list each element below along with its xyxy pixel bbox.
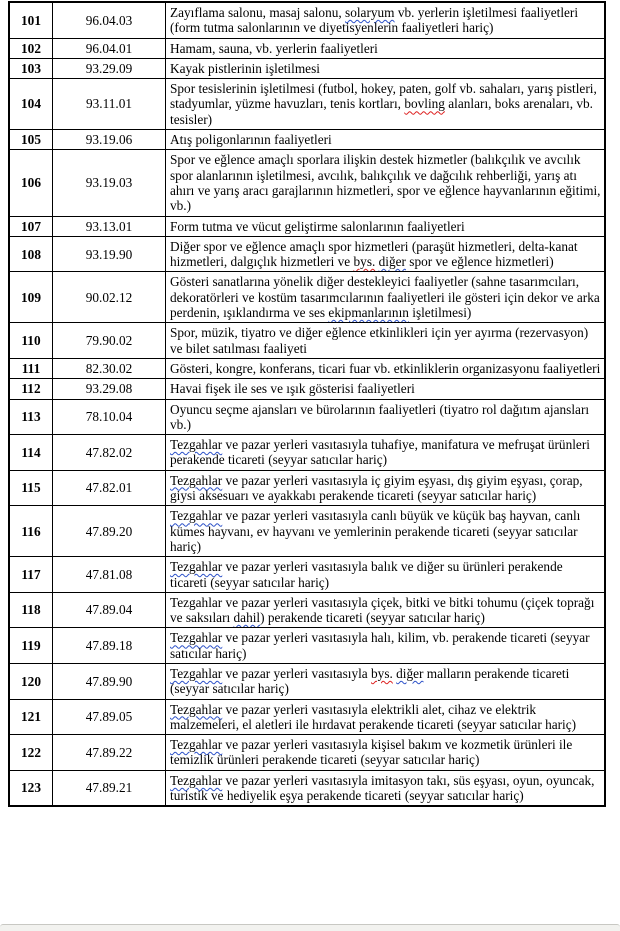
table-row xyxy=(9,150,605,216)
spellcheck-word-red: bys. xyxy=(371,665,393,681)
row-number: 115 xyxy=(9,470,53,506)
spellcheck-word-blue: solaryum xyxy=(345,5,395,20)
row-number: 106 xyxy=(9,150,53,216)
spellcheck-word-red: bys. xyxy=(353,254,376,270)
row-number: 102 xyxy=(9,38,53,58)
activity-description xyxy=(166,735,606,771)
activity-description xyxy=(166,435,606,471)
table-row xyxy=(9,399,605,435)
table-row xyxy=(9,557,605,593)
description-text: ve pazar yerleri vasıtasıyla imitasyon takı, süs eşyası, oyun, oyuncak, turistik ve hediyelik eşya perakende ticareti (seyyar satıcılar hariç) xyxy=(170,772,595,804)
table-row xyxy=(9,735,605,771)
row-number: 113 xyxy=(9,399,53,435)
page-bottom-edge xyxy=(0,924,620,931)
activity-code: 93.19.06 xyxy=(53,130,166,150)
table-row xyxy=(9,236,605,272)
description-text: Spor, müzik, tiyatro ve diğer eğlence etkinlikleri için yer ayırma (rezervasyon) ve bilet satılması faaliyeti xyxy=(170,325,589,356)
description-text: ve pazar yerleri vasıtasıyla kişisel bakım ve kozmetik ürünleri ile temizlik ürünleri perakende ticareti (seyyar satıcılar hariç) xyxy=(170,737,573,768)
activity-code: 93.19.03 xyxy=(53,150,166,216)
activity-description xyxy=(166,399,606,435)
table-row xyxy=(9,2,605,38)
activity-description xyxy=(166,2,606,38)
spellcheck-word-blue: Tezgahlar xyxy=(170,472,223,488)
description-text: malların perakende ticareti (seyyar satıcılar hariç) xyxy=(170,665,570,697)
activity-description xyxy=(166,699,606,735)
row-number: 107 xyxy=(9,216,53,236)
description-text: ) perakende ticareti (seyyar satıcılar hariç) xyxy=(260,610,485,626)
description-text: ve pazar yerleri vasıtasıyla balık ve diğer su ürünleri perakende ticareti (seyyar satıcılar hariç) xyxy=(170,559,563,590)
activity-code: 47.89.21 xyxy=(53,770,166,806)
table-row xyxy=(9,58,605,78)
spellcheck-word-blue: ekipmanlarının xyxy=(328,305,409,321)
table-row xyxy=(9,435,605,471)
activity-description xyxy=(166,272,606,323)
description-text: ve pazar yerleri vasıtasıyla canlı büyük ve küçük baş hayvan, canlı kümes hayvanı, ev hayvanı ve yemlerinin perakende ticareti (seyyar satıcılar hariç) xyxy=(170,508,581,554)
description-text: Tezgahlar ve pazar yerleri vasıtasıyla çiçek, bitki ve bitki tohumu (çiçek toprağı ve saksıları xyxy=(170,594,595,626)
row-number: 117 xyxy=(9,557,53,593)
activity-description xyxy=(166,592,606,628)
table-row xyxy=(9,699,605,735)
row-number: 110 xyxy=(9,323,53,359)
spellcheck-word-blue: Tezgahlar xyxy=(170,772,223,788)
table-row xyxy=(9,272,605,323)
table-row xyxy=(9,216,605,236)
row-number: 120 xyxy=(9,663,53,699)
spellcheck-word-blue: Tezgahlar xyxy=(170,559,223,575)
description-text: Oyuncu seçme ajansları ve bürolarının faaliyetleri (tiyatro rol dağıtım ajansları vb.) xyxy=(170,401,590,432)
table-row xyxy=(9,130,605,150)
row-number: 109 xyxy=(9,272,53,323)
table-row xyxy=(9,663,605,699)
description-text: Gösteri, kongre, konferans, ticari fuar vb. etkinliklerin organizasyonu faaliyetleri xyxy=(170,360,601,376)
activity-code: 79.90.02 xyxy=(53,323,166,359)
spellcheck-word-blue: diğer xyxy=(396,665,424,681)
activity-code: 47.89.05 xyxy=(53,699,166,735)
description-text: ve pazar yerleri vasıtasıyla halı, kilim, vb. perakende ticareti (seyyar satıcılar hariç) xyxy=(170,630,590,661)
spellcheck-word-blue: Tezgahlar xyxy=(170,701,223,717)
activity-description xyxy=(166,216,606,236)
activity-code: 47.89.22 xyxy=(53,735,166,771)
activity-code: 47.81.08 xyxy=(53,557,166,593)
activity-code: 78.10.04 xyxy=(53,399,166,435)
row-number: 112 xyxy=(9,379,53,399)
table-row xyxy=(9,38,605,58)
description-text: işletilmesi) xyxy=(408,305,472,321)
activity-code: 93.29.09 xyxy=(53,58,166,78)
activity-code: 90.02.12 xyxy=(53,272,166,323)
activity-description xyxy=(166,557,606,593)
activity-code: 47.89.04 xyxy=(53,592,166,628)
activity-code: 47.89.90 xyxy=(53,663,166,699)
description-text: alanları, boks arenaları, vb. tesisler) xyxy=(170,96,594,127)
activity-code: 96.04.01 xyxy=(53,38,166,58)
row-number: 103 xyxy=(9,58,53,78)
row-number: 118 xyxy=(9,592,53,628)
activity-description xyxy=(166,79,606,130)
row-number: 114 xyxy=(9,435,53,471)
row-number: 119 xyxy=(9,628,53,664)
description-text: Havai fişek ile ses ve ışık gösterisi faaliyetleri xyxy=(170,381,415,397)
spellcheck-word-blue: Tezgahlar xyxy=(170,630,223,646)
description-text: ve pazar yerleri vasıtasıyla xyxy=(222,665,372,681)
spellcheck-word-blue: Tezgahlar xyxy=(170,437,223,453)
activity-description xyxy=(166,150,606,216)
row-number: 104 xyxy=(9,79,53,130)
activity-description xyxy=(166,379,606,399)
spellcheck-word-red: bovling xyxy=(404,96,445,112)
spellcheck-word-blue: dahil xyxy=(233,610,261,626)
spellcheck-word-blue: diğer xyxy=(378,254,406,270)
row-number: 116 xyxy=(9,506,53,557)
activity-description xyxy=(166,236,606,272)
activity-code: 47.82.02 xyxy=(53,435,166,471)
description-text: spor ve eğlence hizmetleri) xyxy=(405,254,554,270)
description-text: Atış poligonlarının faaliyetleri xyxy=(170,132,332,148)
activity-description xyxy=(166,470,606,506)
row-number: 111 xyxy=(9,358,53,378)
activity-description xyxy=(166,770,606,806)
table-row xyxy=(9,770,605,806)
description-text: Diğer spor ve eğlence amaçlı spor hizmetleri (paraşüt hizmetleri, delta-kanat hizmetleri, dalgıçlık hizmetleri ve xyxy=(170,238,578,270)
activity-code-table xyxy=(8,1,606,807)
spellcheck-word-blue: Tezgahlar xyxy=(170,737,223,753)
activity-table-body xyxy=(9,2,605,806)
activity-code: 96.04.03 xyxy=(53,2,166,38)
activity-code: 82.30.02 xyxy=(53,358,166,378)
activity-description xyxy=(166,628,606,664)
table-row xyxy=(9,323,605,359)
table-row xyxy=(9,470,605,506)
spellcheck-word-blue: Tezgahlar xyxy=(170,508,223,524)
description-text: ve pazar yerleri vasıtasıyla elektrikli alet, cihaz ve elektrik malzemeleri, el aletleri ile hırdavat perakende ticareti (seyyar satıcılar hariç) xyxy=(170,701,577,732)
table-row xyxy=(9,79,605,130)
description-text: vb. yerlerin işletilmesi faaliyetleri (form tutma salonlarının ve diyetisyenlerin faaliyetleri hariç) xyxy=(170,5,579,36)
spellcheck-word-blue: Tezgahlar xyxy=(170,665,223,681)
description-text: ve pazar yerleri vasıtasıyla iç giyim eşyası, dış giyim eşyası, çorap, giysi aksesuarı ve ayakkabı perakende ticareti (seyyar satıcılar hariç) xyxy=(170,472,583,504)
row-number: 123 xyxy=(9,770,53,806)
activity-code: 47.89.20 xyxy=(53,506,166,557)
description-text: Gösteri sanatlarına yönelik diğer destekleyici faaliyetler (sahne tasarımcıları, dekoratörleri ve kostüm tasarımcılarının faaliyetleri ile gösteri için dekor ve arka perdenin, ışıklandırma ve ses xyxy=(170,274,600,321)
activity-description xyxy=(166,130,606,150)
activity-description xyxy=(166,358,606,378)
description-text: ve pazar yerleri vasıtasıyla tuhafiye, manifatura ve mefruşat ürünleri perakende ticareti (seyyar satıcılar hariç) xyxy=(170,437,590,468)
row-number: 108 xyxy=(9,236,53,272)
row-number: 121 xyxy=(9,699,53,735)
activity-code: 47.82.01 xyxy=(53,470,166,506)
activity-code: 93.11.01 xyxy=(53,79,166,130)
activity-code: 93.29.08 xyxy=(53,379,166,399)
table-row xyxy=(9,379,605,399)
description-text: Kayak pistlerinin işletilmesi xyxy=(170,60,320,76)
description-text: Zayıflama salonu, masaj salonu, xyxy=(170,5,346,20)
table-row xyxy=(9,506,605,557)
description-text: Spor ve eğlence amaçlı sporlara ilişkin destek hizmetler (balıkçılık ve avcılık spor alanlarının işletilmesi, avcılık, balıkçılık ve dağcılık rehberliği, yarış atı ahırı ve yarış aracı garajlarının hizmetleri, spor ve eğlence hayvanlarının eğitimi, vb.) xyxy=(170,152,601,214)
description-text: Form tutma ve vücut geliştirme salonlarının faaliyetleri xyxy=(170,218,465,234)
row-number: 101 xyxy=(9,2,53,38)
activity-code: 47.89.18 xyxy=(53,628,166,664)
table-row xyxy=(9,592,605,628)
activity-description xyxy=(166,323,606,359)
description-text: Spor tesislerinin işletilmesi (futbol, hokey, paten, golf vb. sahaları, yarış pistleri, stadyumlar, yüzme havuzları, tenis kortları, xyxy=(170,81,597,112)
table-row xyxy=(9,358,605,378)
row-number: 122 xyxy=(9,735,53,771)
activity-code: 93.13.01 xyxy=(53,216,166,236)
activity-code: 93.19.90 xyxy=(53,236,166,272)
table-row xyxy=(9,628,605,664)
activity-description xyxy=(166,663,606,699)
description-text: Hamam, sauna, vb. yerlerin faaliyetleri xyxy=(170,40,378,56)
activity-description xyxy=(166,506,606,557)
activity-description xyxy=(166,38,606,58)
row-number: 105 xyxy=(9,130,53,150)
activity-description xyxy=(166,58,606,78)
